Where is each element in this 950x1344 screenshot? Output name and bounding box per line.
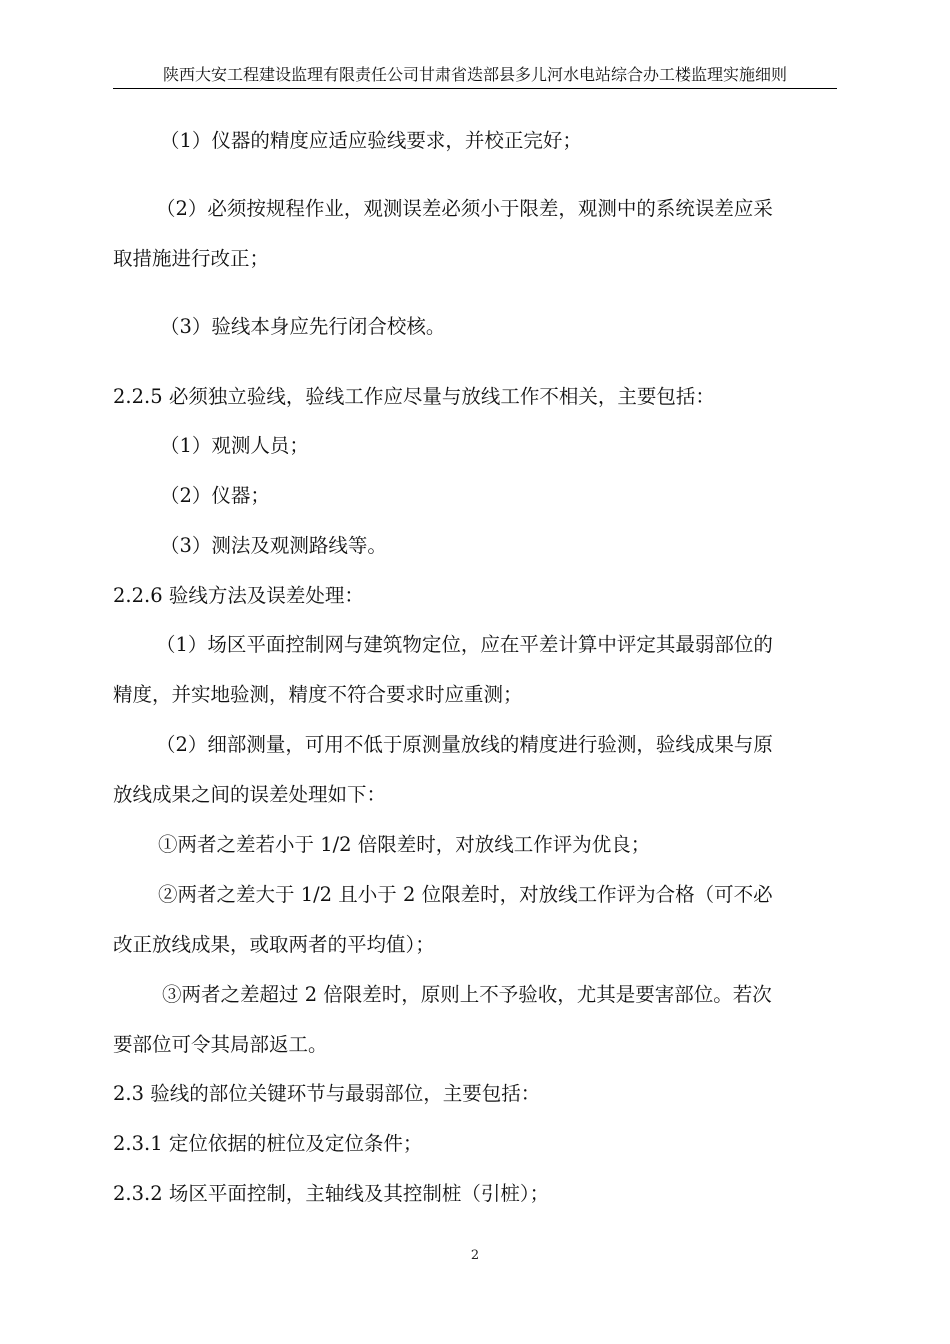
list-item-closure-check: （3）验线本身应先行闭合校核。 — [160, 315, 446, 338]
list-item-rejected-line1: ③两者之差超过 2 倍限差时，原则上不予验收，尤其是要害部位。若次 — [162, 983, 772, 1006]
paragraph-detail-survey-line1: （2）细部测量，可用不低于原测量放线的精度进行验测，验线成果与原 — [156, 733, 773, 756]
page-header-title: 陕西大安工程建设监理有限责任公司甘肃省迭部县多儿河水电站综合办工楼监理实施细则 — [162, 65, 787, 84]
list-item-rejected-line2: 要部位可令其局部返工。 — [113, 1033, 328, 1056]
header-divider — [113, 88, 837, 89]
paragraph-control-network-line2: 精度，并实地验测，精度不符合要求时应重测； — [113, 683, 523, 706]
paragraph-control-network-line1: （1）场区平面控制网与建筑物定位，应在平差计算中评定其最弱部位的 — [156, 633, 773, 656]
list-item-instrument-precision: （1）仪器的精度应适应验线要求，并校正完好； — [160, 129, 582, 152]
section-heading-2-3-2: 2.3.2 场区平面控制，主轴线及其控制桩（引桩）； — [113, 1182, 550, 1205]
paragraph-procedure-line1: （2）必须按规程作业，观测误差必须小于限差，观测中的系统误差应采 — [156, 197, 773, 220]
page-number: 2 — [470, 1248, 480, 1263]
list-item-observers: （1）观测人员； — [160, 434, 309, 457]
list-item-excellent: ①两者之差若小于 1/2 倍限差时，对放线工作评为优良； — [158, 833, 651, 856]
paragraph-procedure-line2: 取措施进行改正； — [113, 247, 270, 270]
section-heading-2-2-6: 2.2.6 验线方法及误差处理： — [113, 584, 364, 607]
section-heading-2-2-5: 2.2.5 必须独立验线，验线工作应尽量与放线工作不相关，主要包括： — [113, 385, 715, 408]
section-heading-2-3: 2.3 验线的部位关键环节与最弱部位，主要包括： — [113, 1082, 541, 1105]
list-item-qualified-line2: 改正放线成果，或取两者的平均值）； — [113, 933, 435, 956]
list-item-methods: （3）测法及观测路线等。 — [160, 534, 387, 557]
section-heading-2-3-1: 2.3.1 定位依据的桩位及定位条件； — [113, 1132, 423, 1155]
list-item-qualified-line1: ②两者之差大于 1/2 且小于 2 位限差时，对放线工作评为合格（可不必 — [158, 883, 773, 906]
paragraph-detail-survey-line2: 放线成果之间的误差处理如下： — [113, 783, 387, 806]
list-item-instruments: （2）仪器； — [160, 484, 270, 507]
